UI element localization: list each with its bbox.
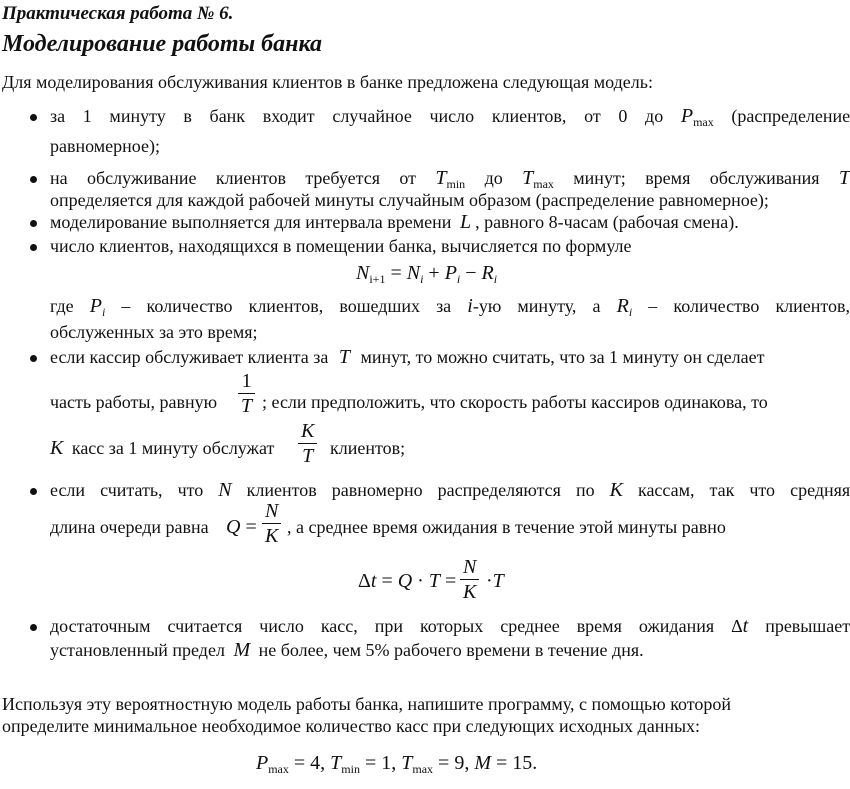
word: число bbox=[259, 616, 304, 636]
word: касс, bbox=[320, 616, 358, 636]
word: ожидания bbox=[638, 616, 715, 636]
word: – bbox=[121, 296, 131, 316]
word: за bbox=[436, 296, 452, 316]
word: превышает bbox=[765, 616, 850, 636]
word: обслуживания bbox=[709, 168, 820, 188]
bullet-3-part-a: моделирование выполняется для интервала времени bbox=[50, 212, 452, 232]
word: распределяются bbox=[437, 480, 561, 500]
task-line-2: определите минимальное необходимое количество касс при следующих исходных данных: bbox=[2, 716, 701, 736]
bullet-3-dot bbox=[30, 220, 37, 227]
math-i-uyu: i-ую bbox=[467, 295, 502, 317]
bullet-1-dot bbox=[30, 114, 37, 121]
word: количество bbox=[146, 296, 233, 316]
word: в bbox=[183, 106, 192, 126]
bullet-7-dot bbox=[30, 624, 37, 631]
math-pi: $P_i$ bbox=[89, 295, 106, 319]
word: которых bbox=[419, 616, 484, 636]
word: а bbox=[592, 296, 601, 316]
fraction-n-over-k: N K bbox=[262, 500, 281, 547]
bullet-5-dot bbox=[30, 355, 37, 362]
bullet-3-part-b: , равного 8-часам (рабочая смена). bbox=[475, 212, 739, 232]
word: клиентов, bbox=[775, 296, 850, 316]
formula-wait-time-left: Δt = Q · T = bbox=[358, 570, 457, 592]
bullet-4-dot bbox=[30, 244, 37, 251]
word: равномерно bbox=[331, 480, 423, 500]
word: за bbox=[50, 106, 66, 126]
bullet-6-dot bbox=[30, 488, 37, 495]
math-l: L bbox=[459, 211, 472, 233]
fraction-wait-n-over-k: N K bbox=[460, 556, 479, 603]
word: средняя bbox=[790, 480, 850, 500]
math-n: N bbox=[218, 479, 232, 501]
bullet-4-text: число клиентов, находящихся в помещении банка, вычисляется по формуле bbox=[50, 236, 632, 256]
word: среднее bbox=[500, 616, 560, 636]
word: что bbox=[749, 480, 776, 500]
math-q-eq: Q = bbox=[226, 516, 257, 538]
word: минуту bbox=[109, 106, 166, 126]
input-parameters: $P_{max} = 4$, $T_{min} = 1$, $T_{max} = 9$, M = 15. bbox=[256, 752, 538, 776]
word: если bbox=[50, 480, 86, 500]
bullet-5-line-2b: ; если предположить, что скорость работы кассиров одинакова, то bbox=[262, 392, 768, 412]
formula-wait-time-right: ·T bbox=[486, 570, 504, 592]
task-line-1: Используя эту вероятностную модель работы банка, напишите программу, с помощью которой bbox=[2, 694, 732, 714]
word: требуется bbox=[305, 168, 380, 188]
word: число bbox=[429, 106, 475, 126]
word: случайное bbox=[332, 106, 412, 126]
word: так bbox=[709, 480, 735, 500]
bullet-4-where-line bbox=[50, 296, 850, 322]
bullet-2-line-2: определяется для каждой рабочей минуты случайным образом (распределение равномерное); bbox=[50, 190, 769, 210]
bullet-5-line-3: K касс за 1 минуту обслужат bbox=[50, 437, 275, 459]
page-title: Практическая работа № 6. bbox=[2, 3, 234, 24]
math-tmin: $T_{min}$ bbox=[435, 167, 466, 191]
word: клиентов, bbox=[248, 296, 324, 316]
word: количество bbox=[673, 296, 760, 316]
word: на bbox=[50, 168, 68, 188]
word: минут; bbox=[573, 168, 626, 188]
math-ri: $R_i$ bbox=[616, 295, 633, 319]
word: – bbox=[648, 296, 658, 316]
bullet-5-line-2a: часть работы, равную bbox=[50, 392, 218, 412]
fraction-1-over-t: 1 T bbox=[238, 370, 255, 417]
math-k: K bbox=[50, 437, 64, 459]
word: время bbox=[576, 616, 622, 636]
word: что bbox=[177, 480, 204, 500]
fraction-k-over-t: K T bbox=[298, 420, 317, 467]
word: при bbox=[374, 616, 403, 636]
word: до bbox=[484, 168, 503, 188]
bullet-5-line-1: если кассир обслуживает клиента за T минут, то можно считать, что за 1 минуту он сделает bbox=[50, 346, 765, 368]
bullet-6-line-2b: , а среднее время ожидания в течение этой минуты равно bbox=[287, 517, 726, 537]
word: до bbox=[645, 106, 664, 126]
word: 1 bbox=[82, 106, 92, 126]
bullet-3-text bbox=[50, 212, 739, 232]
formula-clients: $N_{i+1} = N_i + P_i - R_i$ bbox=[356, 262, 498, 286]
bullet-1-line-2: равномерное); bbox=[50, 136, 160, 156]
bullet-7-line-1 bbox=[50, 616, 850, 636]
word: 0 bbox=[618, 106, 628, 126]
word: клиентов bbox=[246, 480, 317, 500]
math-pmax: $P_{max}$ bbox=[680, 105, 714, 129]
bullet-4-line-3: обслуженных за это время; bbox=[50, 322, 258, 342]
math-k: K bbox=[609, 479, 623, 501]
word: минуту, bbox=[517, 296, 577, 316]
bullet-6-line-1 bbox=[50, 480, 850, 500]
word: клиентов, bbox=[491, 106, 567, 126]
math-t: T bbox=[838, 167, 850, 189]
bullet-2-dot bbox=[30, 176, 37, 183]
word: считать, bbox=[100, 480, 163, 500]
intro-text: Для моделирования обслуживания клиентов в банке предложена следующая модель: bbox=[2, 72, 653, 92]
word: входит bbox=[262, 106, 315, 126]
bullet-5-line-3b: клиентов; bbox=[330, 438, 406, 458]
word: от bbox=[584, 106, 601, 126]
word: от bbox=[399, 168, 417, 188]
bullet-7-line-2: установленный предел M не более, чем 5% рабочего времени в течение дня. bbox=[50, 639, 644, 661]
bullet-1-line-1 bbox=[50, 106, 850, 132]
word: достаточным bbox=[50, 616, 151, 636]
page-subtitle: Моделирование работы банка bbox=[2, 31, 323, 57]
math-tmax: $T_{max}$ bbox=[522, 167, 554, 191]
word: банк bbox=[209, 106, 246, 126]
word: кассам, bbox=[637, 480, 695, 500]
word: вошедших bbox=[339, 296, 420, 316]
word: считается bbox=[167, 616, 243, 636]
word: клиентов bbox=[215, 168, 286, 188]
word: где bbox=[50, 296, 74, 316]
math-t: T bbox=[338, 346, 350, 368]
word: время bbox=[645, 168, 691, 188]
word: по bbox=[575, 480, 595, 500]
word: (распределение bbox=[731, 106, 850, 126]
math-delta-t: Δt bbox=[731, 615, 749, 637]
math-m: M bbox=[233, 639, 251, 661]
word: обслуживание bbox=[87, 168, 197, 188]
bullet-6-line-2a: длина очереди равна bbox=[50, 517, 209, 537]
